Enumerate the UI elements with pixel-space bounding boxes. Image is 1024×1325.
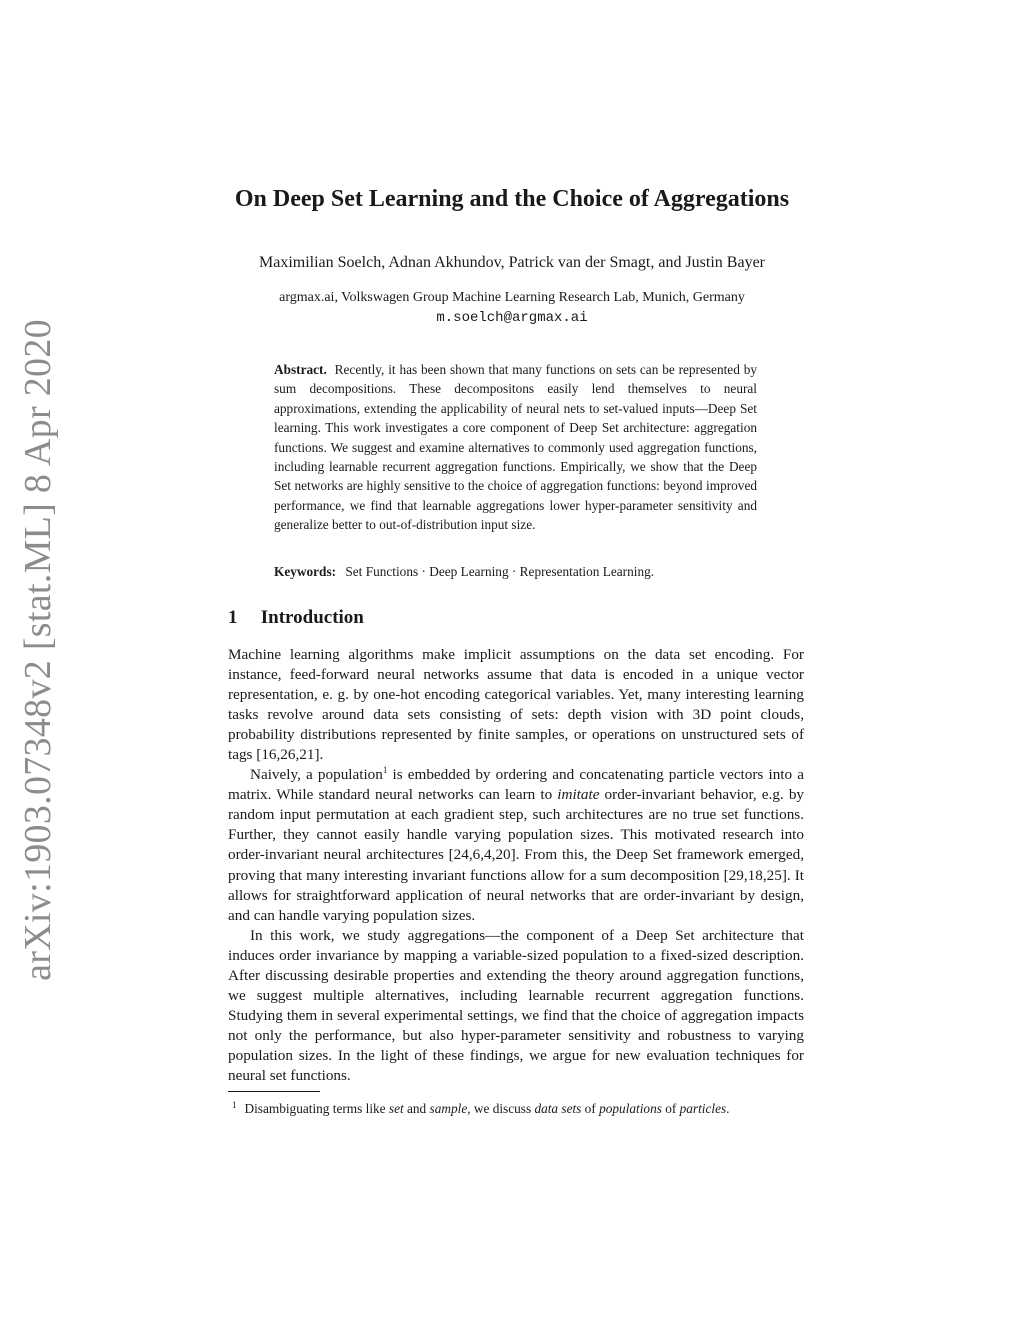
paper-title: On Deep Set Learning and the Choice of Aggregations (234, 186, 790, 212)
emphasis-text: imitate (557, 786, 600, 804)
footnote-text: of (661, 1101, 680, 1116)
footnote-text: and (403, 1101, 430, 1116)
footnote-emphasis: sample (429, 1101, 468, 1116)
contact-email: m.soelch@argmax.ai (436, 310, 588, 326)
footnote-emphasis: particles (679, 1101, 727, 1116)
footnote-text: . (726, 1101, 730, 1116)
paragraph-text: is embedded by ordering and concatenating particle vectors into a matrix. While standard neural networks can learn to (228, 766, 804, 804)
paragraph-text: order-invariant behavior, e.g. by random input permutation at each gradient step, such architectures are no true set functions. Further, they cannot easily handle varying population sizes. This motivated research into order-invariant neural architectures [24,6,4,20]. From this, the Deep Set framework emerged, proving that many interesting invariant functions allow for a sum decomposition [29,18,25]. It allows for straightforward application of neural networks that are order-invariant by design, and can handle varying population sizes. (228, 786, 805, 924)
footnote-emphasis: set (388, 1101, 404, 1116)
keywords (274, 562, 757, 581)
footnote-emphasis: populations (599, 1101, 662, 1116)
footnote-marker: 1 (382, 765, 388, 776)
footnote-divider (228, 1091, 320, 1092)
footnote (232, 1096, 730, 1118)
author-list: Maximilian Soelch, Adnan Akhundov, Patrick van der Smagt, and Justin Bayer (259, 254, 765, 271)
section-number: 1 (228, 607, 238, 628)
affiliation: argmax.ai, Volkswagen Group Machine Learning Research Lab, Munich, Germany (279, 290, 745, 305)
abstract-text: Recently, it has been shown that many functions on sets can be represented by sum decompositions. These decompositons easily lend themselves to neural approximations, extending the applicability of neural nets to set-valued inputs—Deep Set learning. This work investigates a core component of Deep Set architecture: aggregation functions. We suggest and examine alternatives to commonly used aggregation functions, including learnable recurrent aggregation functions. Empirically, we show that the Deep Set networks are highly sensitive to the choice of aggregation functions: beyond improved performance, we find that learnable aggregations lower hyper-parameter sensitivity and generalize better to out-of-distribution input size. (274, 362, 757, 533)
footnote-number: 1 (232, 1100, 237, 1110)
section-heading-introduction (228, 607, 364, 629)
arxiv-identifier-stamp: arXiv:1903.07348v2 [stat.ML] 8 Apr 2020 (17, 319, 59, 981)
footnote-emphasis: data sets (534, 1101, 582, 1116)
section-title: Introduction (260, 607, 364, 628)
paragraph (228, 765, 804, 925)
footnote-text: of (581, 1101, 600, 1116)
footnote-text: , we discuss (467, 1101, 535, 1116)
paragraph: Machine learning algorithms make implicit assumptions on the data set encoding. For instance, feed-forward neural networks assume that data is encoded in a unique vector representation, e. g. by one-hot encoding categorical variables. Yet, many interesting learning tasks revolve around data sets consisting of sets: depth vision with 3D point clouds, probability distributions represented by finite samples, or operations on unstructured sets of tags [16,26,21]. (228, 646, 804, 764)
introduction-body (228, 645, 804, 1086)
paragraph-text: Naively, a population (250, 766, 383, 784)
footnote-text: Disambiguating terms like (244, 1101, 389, 1116)
abstract-label: Abstract. (274, 362, 327, 377)
keywords-text: Set Functions · Deep Learning · Representation Learning. (345, 564, 655, 579)
keywords-label: Keywords: (274, 564, 337, 579)
paragraph: In this work, we study aggregations—the component of a Deep Set architecture that induces order invariance by mapping a variable-sized population to a fixed-sized description. After discussing desirable properties and extending the theory around aggregation functions, we suggest multiple alternatives, including learnable recurrent aggregation functions. Studying them in several experimental settings, we find that the choice of aggregation impacts not only the performance, but also hyper-parameter sensitivity and robustness to varying population sizes. In the light of these findings, we argue for new evaluation techniques for neural set functions. (228, 926, 804, 1084)
abstract (274, 360, 757, 535)
